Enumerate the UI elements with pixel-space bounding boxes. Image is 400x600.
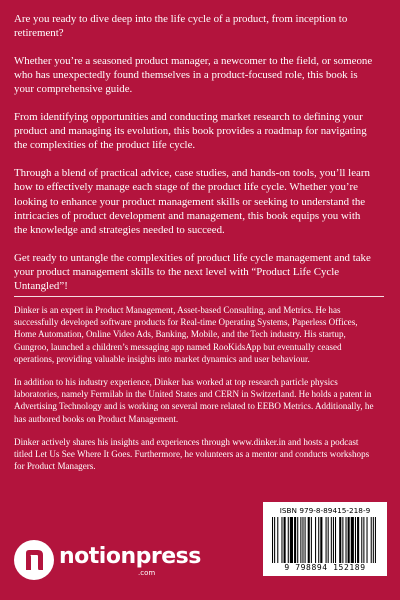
isbn-barcode xyxy=(263,502,387,576)
blurb-paragraph: Whether you’re a seasoned product manager, a newcomer to the field, or someone who has unexpectedly found themselves in a product-focused role, this book is your comprehensive guide. xyxy=(14,54,373,96)
notionpress-n-logo-icon xyxy=(14,540,54,580)
book-blurb xyxy=(14,12,376,307)
bio-paragraph: Dinker is an expert in Product Management, Asset-based Consulting, and Metrics. He has successfully developed software products for Real-time Operating Systems, Paperless Offices, Home Automation, Online Video Ads, Banking, Mobile, and the Tech industry. His startup, Gungroo, launched a children’s messaging app named RooKidsApp but eventually ceased operations, providing valuable insights into market dynamics and user behaviour. xyxy=(14,305,358,364)
blurb-paragraph: From identifying opportunities and conducting market research to defining your product and managing its evolution, this book provides a roadmap for navigating the complexities of the product life cycle. xyxy=(14,111,367,152)
blurb-paragraph: Are you ready to dive deep into the life cycle of a product, from inception to retirement? xyxy=(14,13,348,40)
publisher-domain: .com xyxy=(138,569,156,577)
barcode-icon xyxy=(272,517,378,563)
isbn-label: ISBN 979-8-89415-218-9 xyxy=(279,506,371,515)
isbn-number: 9 798894 152189 xyxy=(284,563,366,572)
bio-paragraph: Dinker actively shares his insights and experiences through www.dinker.in and hosts a podcast titled Let Us See Where It Goes. Furthermore, he volunteers as a mentor and conducts workshops for Product Managers. xyxy=(14,436,370,472)
blurb-paragraph: Get ready to untangle the complexities of product life cycle management and take your product management skills to the next level with “Product Life Cycle Untangled”! xyxy=(14,251,371,293)
author-bio xyxy=(14,304,378,483)
bio-paragraph: In addition to his industry experience, Dinker has worked at top research particle physics laboratories, namely Fermilab in the United States and CERN in Switzerland. He holds a patent in Advertising Technology and is working on several more related to EEBO Metrics. Additionally, he has authored books on Product Management. xyxy=(14,377,374,424)
section-divider xyxy=(14,296,384,297)
publisher-logo xyxy=(12,536,201,584)
publisher-name: notionpress xyxy=(59,544,201,569)
blurb-paragraph: Through a blend of practical advice, case studies, and hands-on tools, you’ll learn how to effectively manage each stage of the product life cycle. Whether you’re looking to enhance your product management skills or seeking to understand the intricacies of product development and management, this book equips you with the knowledge and strategies needed to succeed. xyxy=(14,167,370,236)
